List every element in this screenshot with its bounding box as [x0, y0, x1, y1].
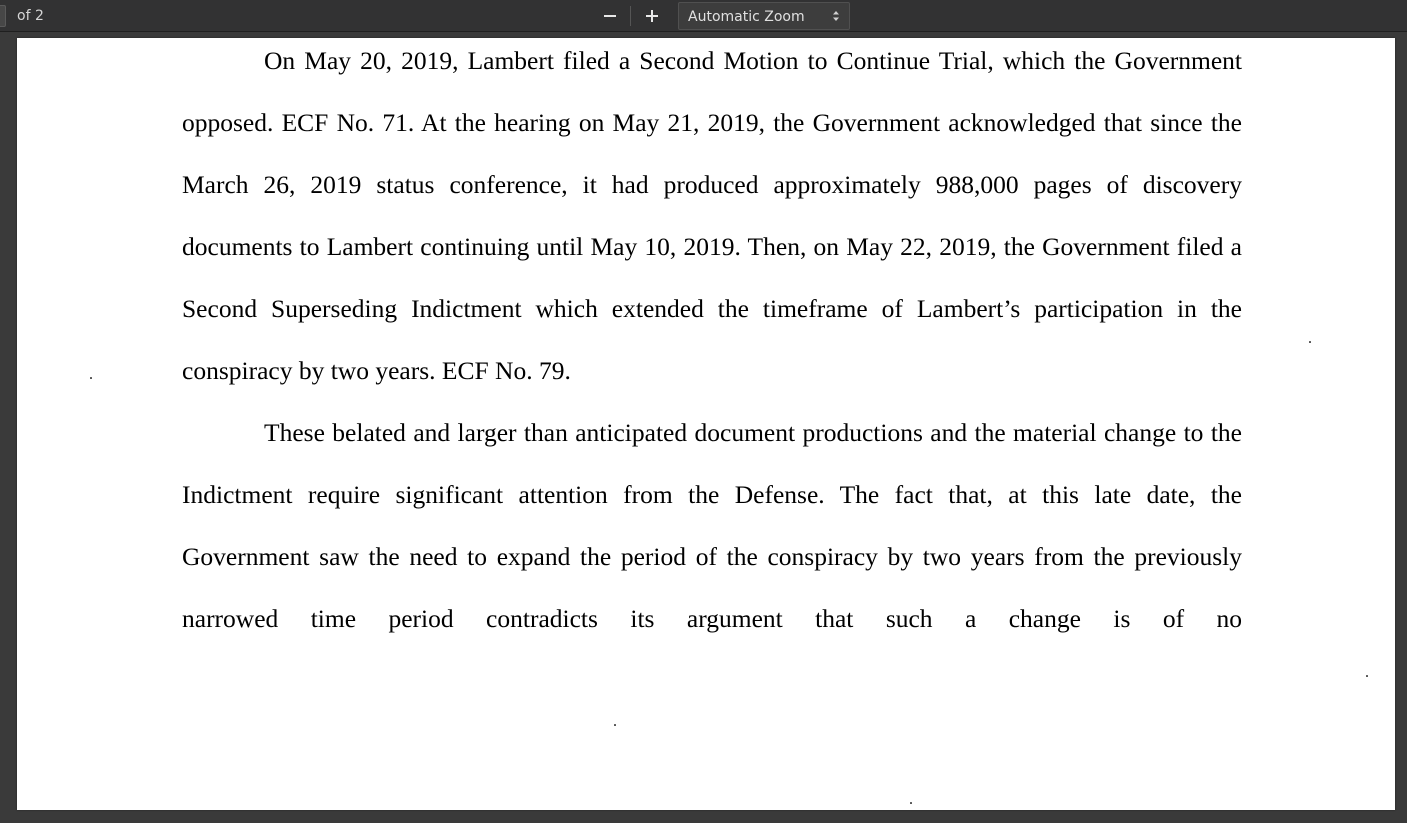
- zoom-out-button[interactable]: [597, 3, 623, 29]
- page-count-label: of 2: [17, 8, 44, 24]
- updown-arrows-icon: [831, 8, 841, 24]
- document-page: [17, 38, 1395, 810]
- toolbar-separator: [630, 6, 631, 26]
- paragraph-1: On May 20, 2019, Lambert filed a Second Motion to Continue Trial, which the Government opposed. ECF No. 71. At the hearing on May 21, 2019, the Government acknowledged that since the March 26, 2019 status conference, it had produced approximately 988,000 pages of discovery documents to Lambert continuing until May 10, 2019. Then, on May 22, 2019, the Government filed a Second Superseding Indictment which extended the timeframe of Lambert’s participation in the conspiracy by two years. ECF No. 79.: [182, 46, 1242, 385]
- scan-speck: [614, 724, 616, 726]
- zoom-select[interactable]: [678, 2, 850, 30]
- scan-speck: [1309, 341, 1311, 343]
- scan-speck: [1366, 675, 1368, 677]
- paragraph-2: These belated and larger than anticipated document productions and the material change to the Indictment require significant attention from the Defense. The fact that, at this late date, the Government saw the need to expand the period of the conspiracy by two years from the previously narrowed time period contradicts its argument that such a change is of no: [182, 418, 1242, 633]
- plus-icon: [644, 8, 660, 24]
- toolbar: [0, 0, 1407, 32]
- zoom-in-button[interactable]: [639, 3, 665, 29]
- page-text: [182, 38, 1242, 650]
- scan-speck: [90, 377, 92, 379]
- zoom-select-value: Automatic Zoom: [688, 9, 805, 25]
- minus-icon: [602, 8, 618, 24]
- scan-speck: [910, 802, 912, 804]
- page-number-input[interactable]: [0, 5, 6, 27]
